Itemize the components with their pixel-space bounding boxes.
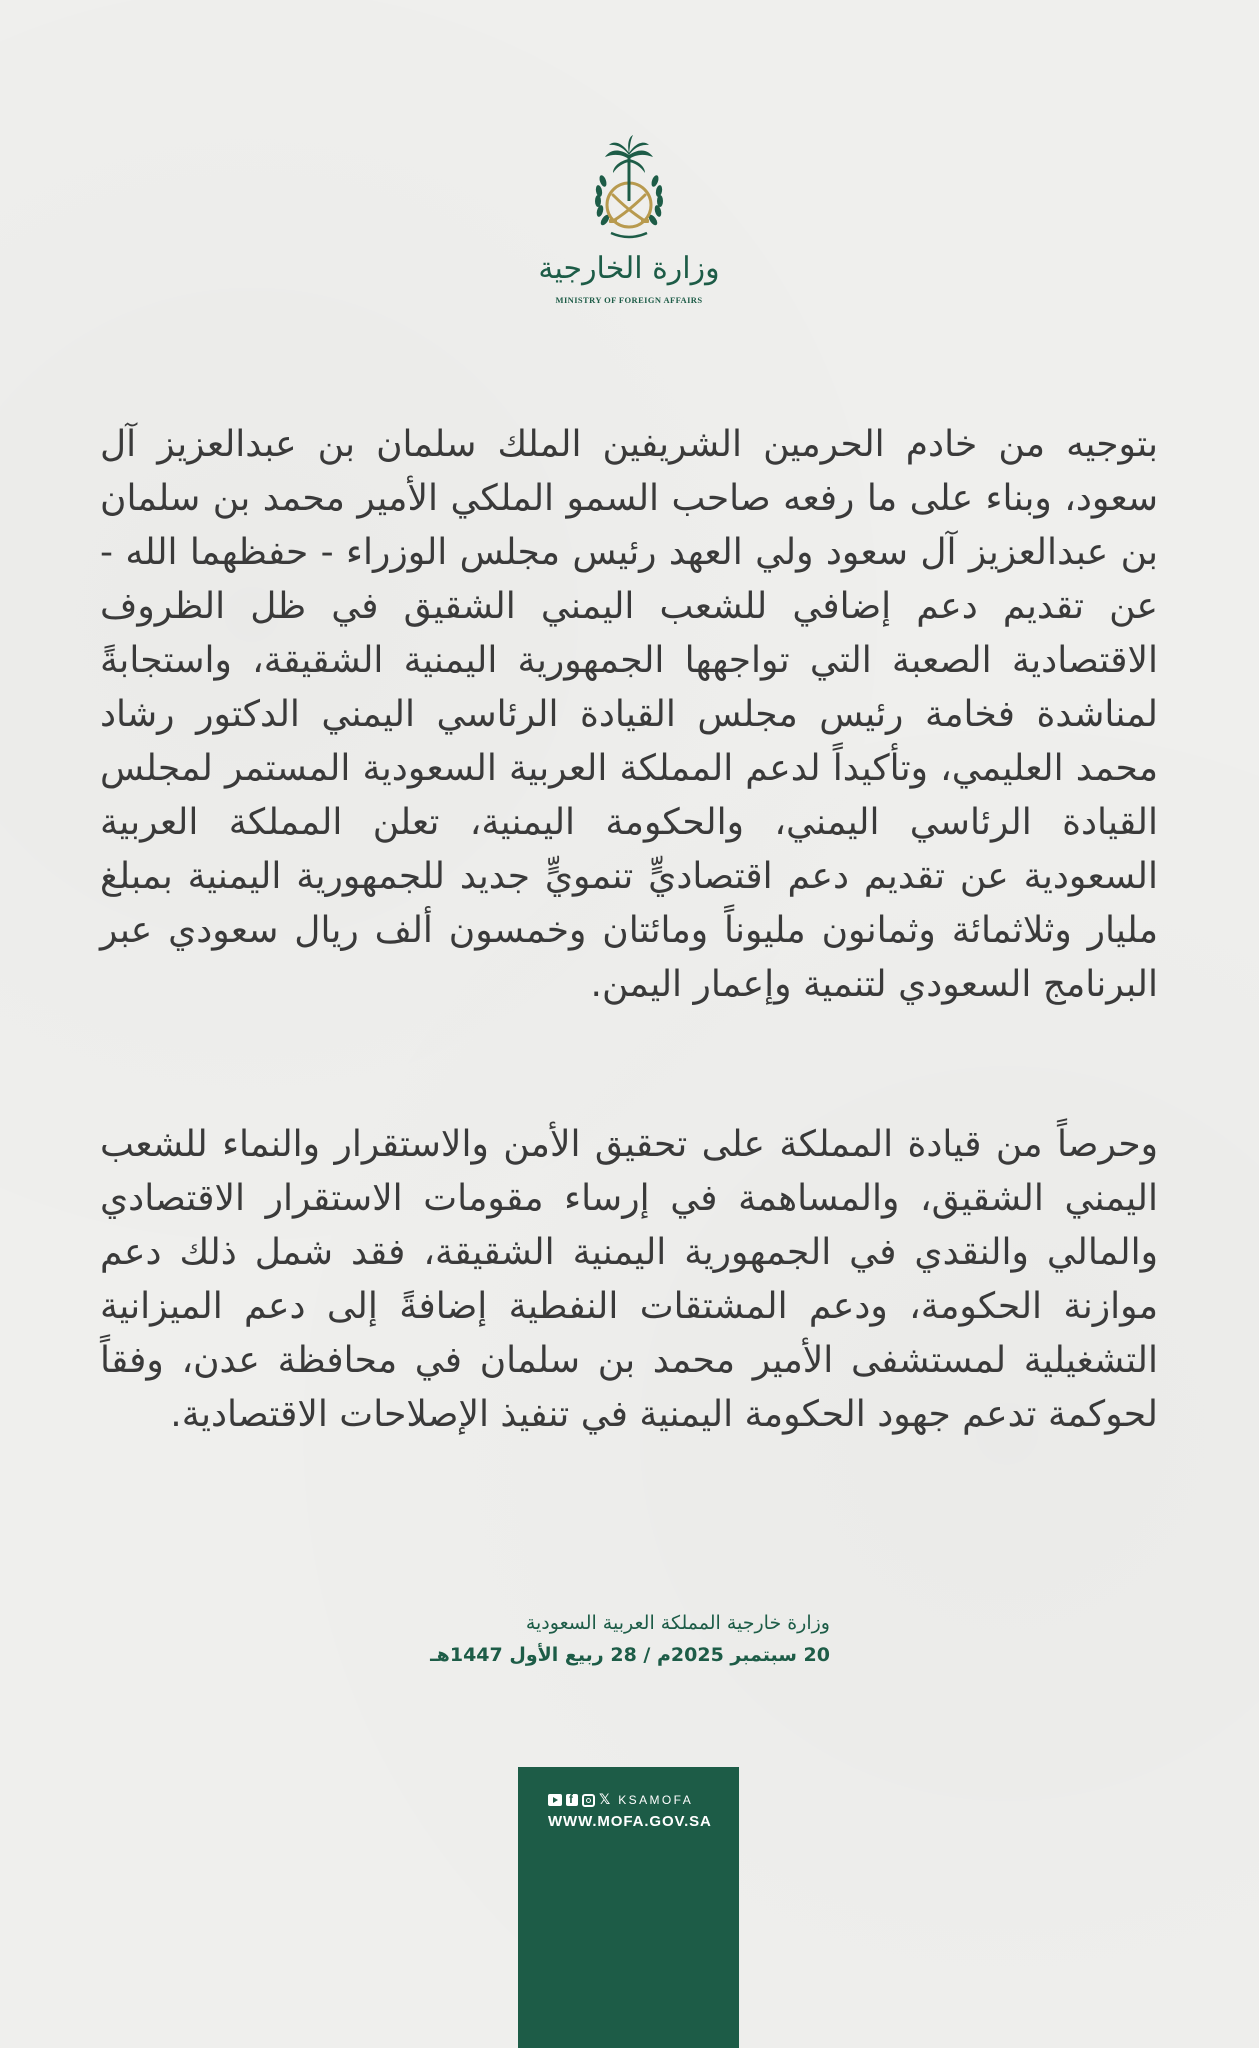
logo-english-title: MINISTRY OF FOREIGN AFFAIRS — [555, 295, 703, 305]
statement-paragraph-2: وحرصاً من قيادة المملكة على تحقيق الأمن والاستقرار والنماء للشعب اليمني الشقيق، والمساهمة في إرساء مقومات الاستقرار الاقتصادي والمالي والنقدي في الجمهورية اليمنية الشقيقة، فقد شمل ذلك دعم موازنة الحكومة، ودعم المشتقات النفطية إضافةً إلى دعم الميزانية التشغيلية لمستشفى الأمير محمد بن سلمان في محافظة عدن، وفقاً لحوكمة تدعم جهود الحكومة اليمنية في تنفيذ الإصلاحات الاقتصادية. — [100, 1124, 1158, 1435]
signature-ministry: وزارة خارجية المملكة العربية السعودية — [525, 1612, 830, 1634]
signature-date: 20 سبتمبر 2025م / 28 ربيع الأول 1447هـ — [430, 1644, 830, 1666]
palm-and-swords-emblem-icon — [529, 135, 729, 251]
youtube-icon[interactable] — [548, 1794, 562, 1806]
instagram-icon[interactable] — [582, 1794, 595, 1807]
facebook-icon[interactable] — [566, 1794, 578, 1806]
social-handle: KSAMOFA — [618, 1793, 694, 1807]
logo-arabic-title: وزارة الخارجية — [538, 251, 720, 286]
x-icon[interactable]: 𝕏 — [599, 1792, 611, 1808]
social-icons-row — [548, 1792, 693, 1808]
ministry-logo — [529, 135, 729, 315]
website-link[interactable]: WWW.MOFA.GOV.SA — [548, 1813, 712, 1830]
footer-contact-panel — [518, 1767, 739, 2048]
statement-paragraph-1: بتوجيه من خادم الحرمين الشريفين الملك سلمان بن عبدالعزيز آل سعود، وبناء على ما رفعه صاحب السمو الملكي الأمير محمد بن سلمان بن عبدالعزيز آل سعود ولي العهد رئيس مجلس الوزراء - حفظهما الله - عن تقديم دعم إضافي للشعب اليمني الشقيق في ظل الظروف الاقتصادية الصعبة التي تواجهها الجمهورية اليمنية الشقيقة، واستجابةً لمناشدة فخامة رئيس مجلس القيادة الرئاسي اليمني الدكتور رشاد محمد العليمي، وتأكيداً لدعم المملكة العربية السعودية المستمر لمجلس القيادة الرئاسي اليمني، والحكومة اليمنية، تعلن المملكة العربية السعودية عن تقديم دعم اقتصاديٍّ تنمويٍّ جديد للجمهورية اليمنية بمبلغ مليار وثلاثمائة وثمانون مليوناً ومائتان وخمسون ألف ريال سعودي عبر البرنامج السعودي لتنمية وإعمار اليمن. — [100, 424, 1158, 1005]
